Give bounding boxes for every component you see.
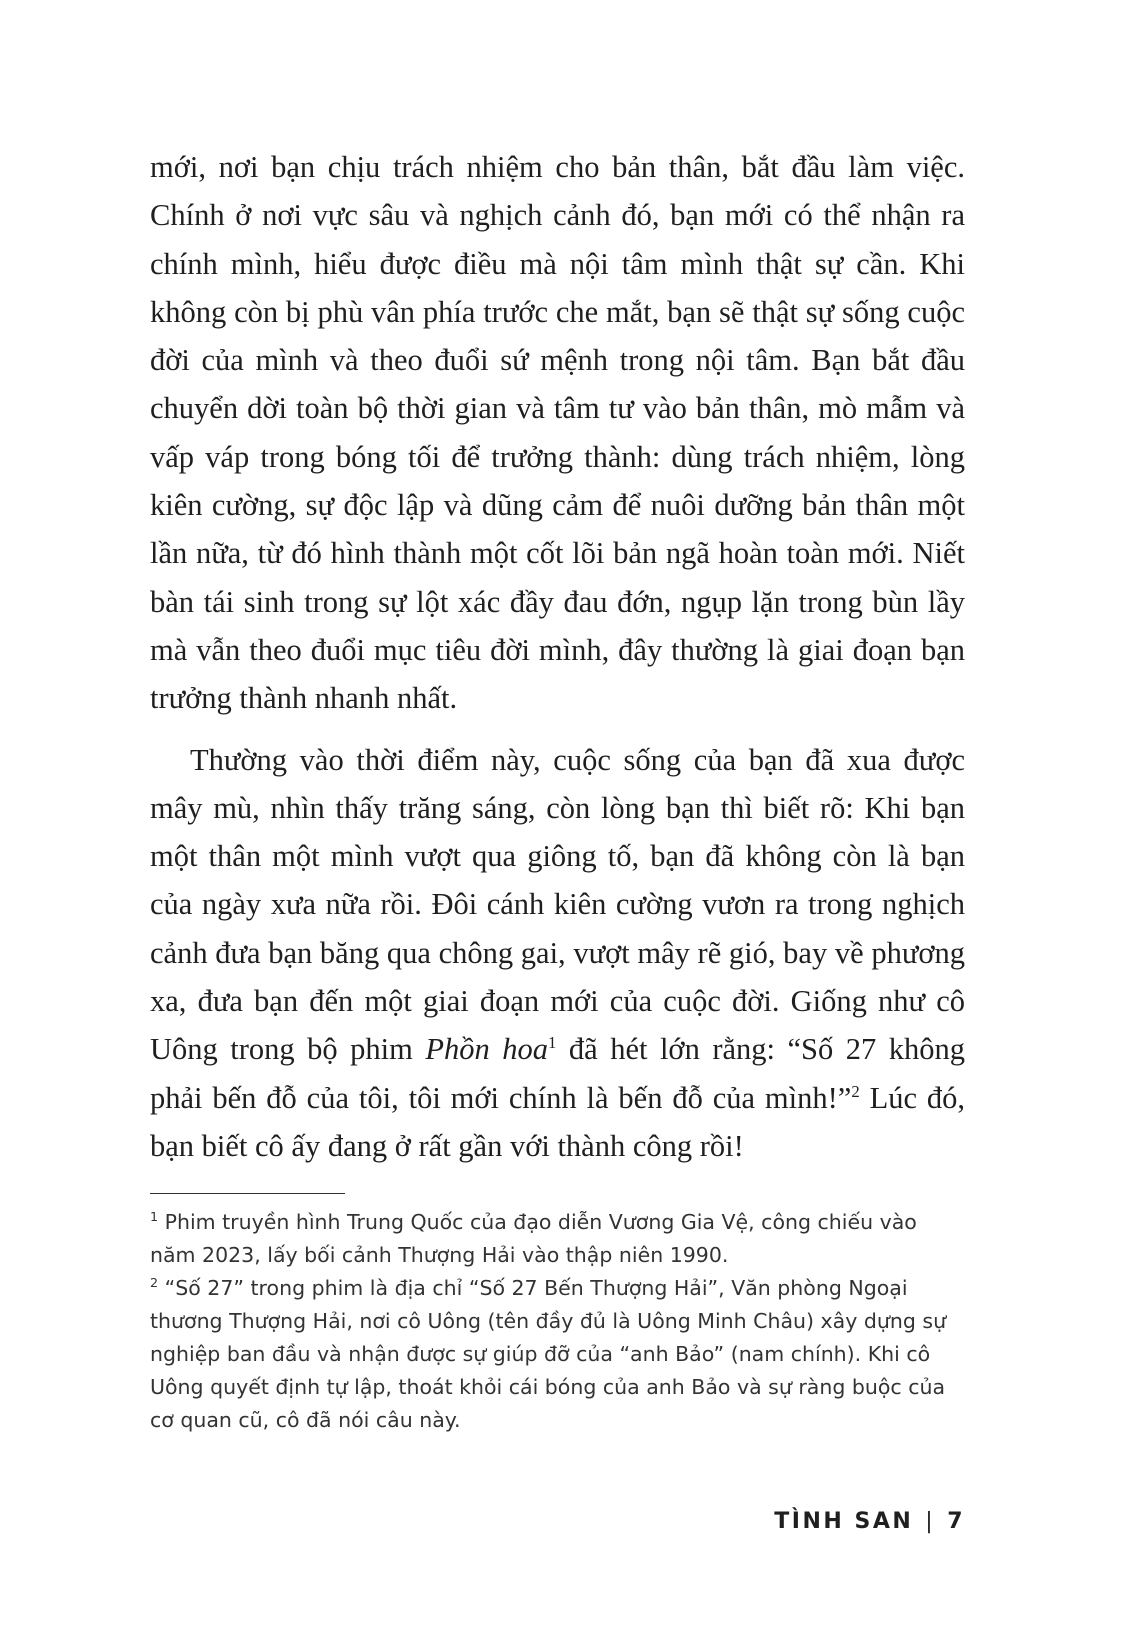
footnote-2	[150, 1272, 965, 1437]
paragraph-2-text-b: đã hét lớn rằng: “Số 27 không phải bến đỗ của tôi, tôi mới chính là bến đỗ của mình!”	[150, 1032, 965, 1115]
book-title: TÌNH SAN	[774, 1509, 914, 1534]
footnote-marker-2: 2	[150, 1275, 159, 1291]
paragraph-2	[150, 736, 965, 1171]
footnote-1	[150, 1206, 965, 1272]
paragraph-1: mới, nơi bạn chịu trách nhiệm cho bản thân, bắt đầu làm việc. Chính ở nơi vực sâu và nghịch cảnh đó, bạn mới có thể nhận ra chính mình, hiểu được điều mà nội tâm mình thật sự cần. Khi không còn bị phù vân phía trước che mắt, bạn sẽ thật sự sống cuộc đời của mình và theo đuổi sứ mệnh trong nội tâm. Bạn bắt đầu chuyển dời toàn bộ thời gian và tâm tư vào bản thân, mò mẫm và vấp váp trong bóng tối để trưởng thành: dùng trách nhiệm, lòng kiên cường, sự độc lập và dũng cảm để nuôi dưỡng bản thân một lần nữa, từ đó hình thành một cốt lõi bản ngã hoàn toàn mới. Niết bàn tái sinh trong sự lột xác đầy đau đớn, ngụp lặn trong bùn lầy mà vẫn theo đuổi mục tiêu đời mình, đây thường là giai đoạn bạn trưởng thành nhanh nhất.	[150, 150, 965, 716]
footnote-marker-1: 1	[150, 1209, 159, 1225]
footnotes	[150, 1206, 965, 1437]
paragraph-2-text-c: Lúc đó, bạn biết cô ấy đang ở rất gần với thành công rồi!	[150, 1080, 966, 1163]
footer-separator: |	[925, 1509, 936, 1534]
page-body	[150, 143, 965, 1170]
paragraph-2-text-a: Thường vào thời điểm này, cuộc sống của bạn đã xua được mây mù, nhìn thấy trăng sáng, còn lòng bạn thì biết rõ: Khi bạn một thân một mình vượt qua giông tố, bạn đã không còn là bạn của ngày xưa nữa rồi. Đôi cánh kiên cường vươn ra trong nghịch cảnh đưa bạn băng qua chông gai, vượt mây rẽ gió, bay về phương xa, đưa bạn đến một giai đoạn mới của cuộc đời. Giống như cô Uông trong bộ phim	[150, 742, 965, 1067]
footnote-text-1: Phim truyền hình Trung Quốc của đạo diễn Vương Gia Vệ, công chiếu vào năm 2023, lấy bối cảnh Thượng Hải vào thập niên 1990.	[150, 1210, 917, 1267]
footnote-text-2: “Số 27” trong phim là địa chỉ “Số 27 Bến Thượng Hải”, Văn phòng Ngoại thương Thượng Hải, nơi cô Uông (tên đầy đủ là Uông Minh Châu) xây dựng sự nghiệp ban đầu và nhận được sự giúp đỡ của “anh Bảo” (nam chính). Khi cô Uông quyết định tự lập, thoát khỏi cái bóng của anh Bảo và sự ràng buộc của cơ quan cũ, cô đã nói câu này.	[150, 1276, 947, 1432]
page-number: 7	[947, 1509, 965, 1534]
footnote-ref-2: 2	[851, 1081, 860, 1101]
film-title: Phồn hoa	[425, 1032, 549, 1067]
footnote-divider	[150, 1193, 345, 1194]
footnote-ref-1: 1	[548, 1033, 557, 1053]
running-footer	[774, 1509, 965, 1534]
